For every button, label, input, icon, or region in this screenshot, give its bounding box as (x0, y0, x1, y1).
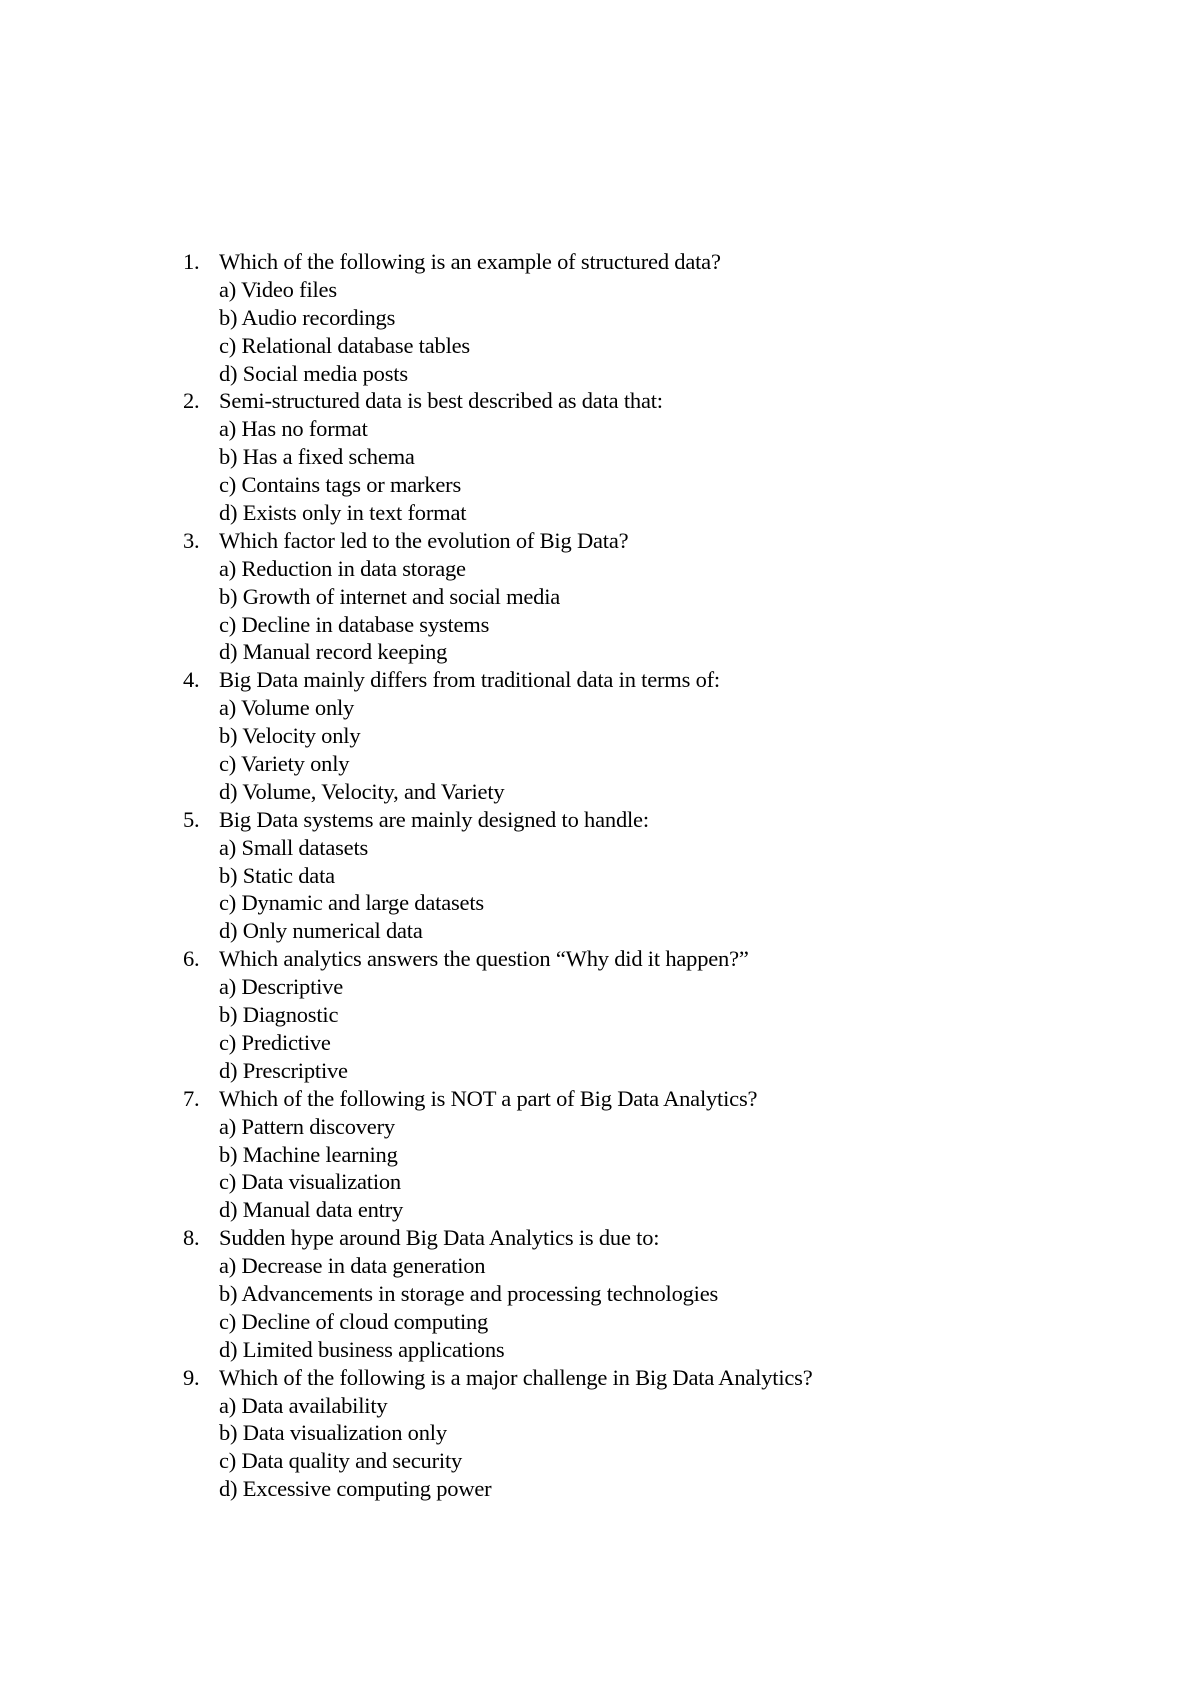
answer-option: b) Diagnostic (219, 1002, 339, 1028)
answer-option: a) Descriptive (219, 974, 344, 1000)
question-number: 1. (183, 249, 200, 274)
answer-option: c) Decline in database systems (219, 611, 490, 637)
answer-option: b) Has a fixed schema (219, 444, 415, 470)
answer-option: d) Volume, Velocity, and Variety (219, 778, 505, 804)
answer-option: a) Pattern discovery (219, 1113, 395, 1139)
answer-option: c) Predictive (219, 1029, 331, 1055)
question-item (183, 1224, 1123, 1363)
answer-option: c) Dynamic and large datasets (219, 890, 484, 916)
answer-option: a) Video files (219, 276, 337, 302)
question-number: 4. (183, 667, 200, 693)
answer-option: d) Manual data entry (219, 1197, 404, 1223)
question-item (183, 1364, 1123, 1503)
answer-option: b) Audio recordings (219, 304, 396, 330)
answer-option: a) Data availability (219, 1392, 388, 1418)
question-item (183, 666, 1123, 805)
answer-option: c) Contains tags or markers (219, 472, 462, 498)
question-text: Which factor led to the evolution of Big Data? (219, 527, 629, 553)
question-line (183, 1085, 1123, 1113)
question-number: 8. (183, 1225, 200, 1251)
answer-option: c) Decline of cloud computing (219, 1308, 489, 1334)
answer-option: d) Exists only in text format (219, 500, 467, 526)
answer-option: b) Velocity only (219, 723, 361, 749)
answer-option: b) Machine learning (219, 1141, 398, 1167)
answer-option: d) Limited business applications (219, 1336, 505, 1362)
question-item (183, 945, 1123, 1084)
question-number: 3. (183, 527, 200, 553)
question-item (183, 248, 1123, 387)
question-text: Sudden hype around Big Data Analytics is due to: (219, 1225, 660, 1251)
answer-option: d) Excessive computing power (219, 1476, 492, 1502)
answer-option: b) Advancements in storage and processing technologies (219, 1280, 719, 1306)
question-line (183, 666, 1123, 694)
question-number: 5. (183, 806, 200, 832)
question-number: 9. (183, 1364, 200, 1390)
answer-option: d) Social media posts (219, 360, 408, 386)
question-item (183, 1085, 1123, 1224)
question-number: 7. (183, 1085, 200, 1111)
answer-option: c) Data quality and security (219, 1448, 463, 1474)
question-number: 2. (183, 388, 200, 414)
answer-option: d) Prescriptive (219, 1057, 348, 1083)
answer-option: d) Manual record keeping (219, 639, 448, 665)
question-line (183, 527, 1123, 555)
answer-option: d) Only numerical data (219, 918, 423, 944)
question-line (183, 1364, 1123, 1392)
question-item (183, 387, 1123, 526)
answer-option: b) Data visualization only (219, 1420, 447, 1446)
answer-option: b) Growth of internet and social media (219, 583, 561, 609)
question-item (183, 806, 1123, 945)
answer-option: a) Reduction in data storage (219, 555, 466, 581)
question-text: Which analytics answers the question “Why did it happen?” (219, 946, 749, 972)
question-line (183, 945, 1123, 973)
question-item (183, 527, 1123, 666)
answer-option: c) Relational database tables (219, 332, 470, 358)
question-text: Big Data systems are mainly designed to handle: (219, 806, 649, 832)
question-text: Which of the following is an example of structured data? (219, 249, 721, 274)
answer-option: a) Volume only (219, 695, 355, 721)
question-text: Semi-structured data is best described as data that: (219, 388, 663, 414)
question-text: Which of the following is a major challenge in Big Data Analytics? (219, 1364, 813, 1390)
answer-option: c) Variety only (219, 751, 350, 777)
question-number: 6. (183, 946, 200, 972)
question-text: Which of the following is NOT a part of Big Data Analytics? (219, 1085, 758, 1111)
answer-option: a) Has no format (219, 416, 368, 442)
question-line (183, 806, 1123, 834)
question-list (183, 248, 1123, 1503)
question-line (183, 387, 1123, 415)
question-text: Big Data mainly differs from traditional data in terms of: (219, 667, 720, 693)
question-line (183, 248, 1123, 276)
answer-option: a) Decrease in data generation (219, 1253, 486, 1279)
answer-option: b) Static data (219, 862, 335, 888)
answer-option: c) Data visualization (219, 1169, 401, 1195)
answer-option: a) Small datasets (219, 834, 369, 860)
question-line (183, 1224, 1123, 1252)
